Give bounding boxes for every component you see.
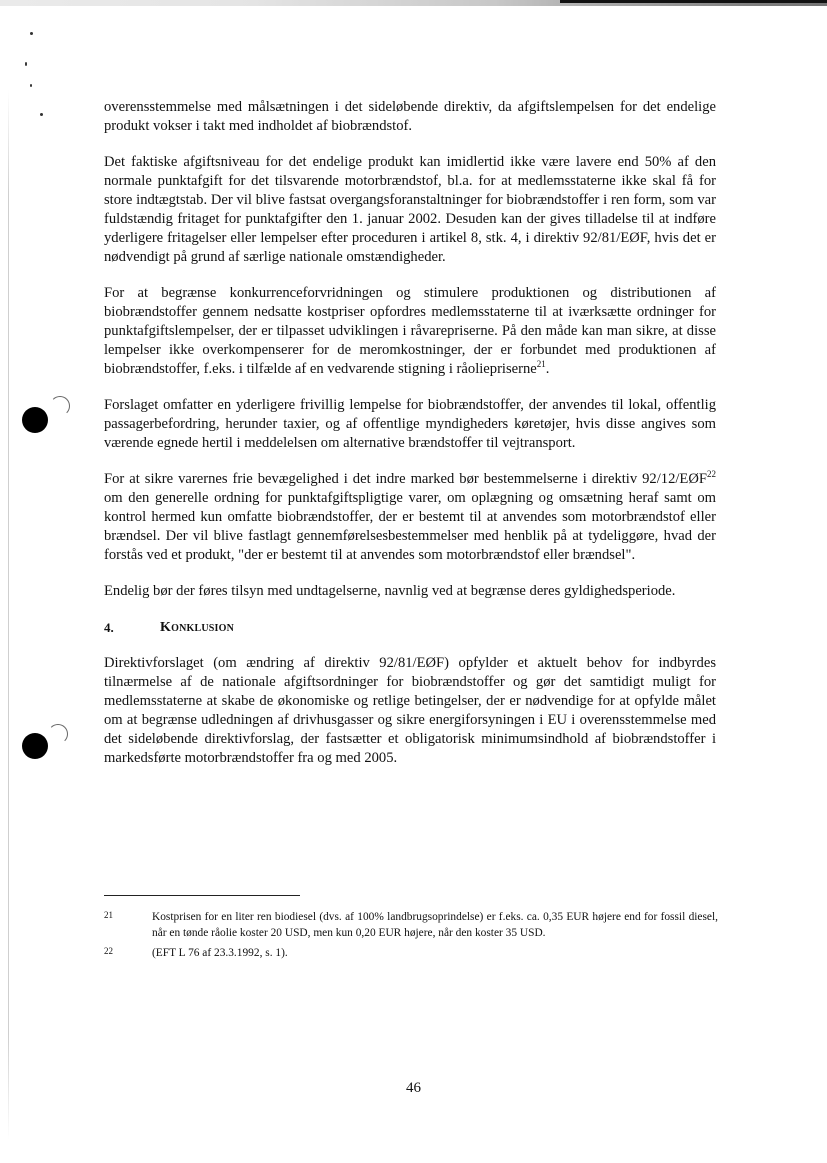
footnote-22: [104, 945, 718, 961]
paragraph-1: overensstemmelse med målsætningen i det sideløbende direktiv, da afgiftslempelsen for det endelige produkt vokser i takt med indholdet af biobrændstof.: [104, 99, 716, 134]
scan-speck: [40, 113, 43, 116]
conclusion-paragraph: Direktivforslaget (om ændring af direktiv 92/81/EØF) opfylder et aktuelt behov for indbyrdes tilnærmelse af de nationale afgiftsordninger for biobrændstoffer og gør det samtidigt muligt for medlemsstaterne at skabe de økonomiske og retlige betingelser, der er nødvendige for at opfylde målet om at begrænse udledningen af drivhusgasser og sikre energiforsyningen i EU i overensstemmelse med det sideløbende direktivforslag, der fastsætter et obligatorisk minimumsindhold af biobrændstoffer i markedsførte motorbrændstoffer fra og med 2005.: [104, 655, 716, 766]
footnote-number: 22: [104, 946, 113, 956]
section-title: Konklusion: [160, 620, 235, 635]
scan-margin-line: [8, 90, 9, 1140]
scan-speck: [30, 84, 32, 87]
footnote-reference: 21: [536, 359, 546, 370]
footnote-text: Kostprisen for en liter ren biodiesel (dvs. af 100% landbrugsoprindelse) er f.eks. ca. 0,35 EUR højere end for fossil diesel, når en tønde råolie koster 20 USD, men kun 0,20 EUR højere, når den koster 35 USD.: [152, 911, 718, 939]
punch-hole-lower: [22, 733, 48, 759]
document-body: [104, 98, 716, 785]
paragraph-4: Forslaget omfatter en yderligere frivillig lempelse for biobrændstoffer, der anvendes til lokal, offentlig passagerbefordring, herunder taxier, og af offentlige myndigheders køretøjer, hvis disse angives som værende egnede hertil i meddelelsen om alternative brændstoffer til vejtransport.: [104, 397, 716, 451]
paragraph-3: For at begrænse konkurrenceforvridningen og stimulere produktionen og distributionen af biobrændstoffer gennem nedsatte kostpriser opfordres medlemsstaterne til at iværksætte ordninger for punktafgiftslempelser, der er tilpasset udviklingen i råvarepriserne. På den måde kan man sikre, at disse lempelser ikke overkompenserer for de meromkostninger, der er forbundet med produktionen af biobrændstoffer, f.eks. i tilfælde af en vedvarende stigning i råoliepriserne$^{21}$.: [104, 285, 716, 377]
scan-speck: [30, 32, 33, 35]
paragraph-5: For at sikre varernes frie bevægelighed i det indre marked bør bestemmelserne i direktiv 92/12/EØF$^{22}$ om den generelle ordning for punktafgiftspligtige varer, om oplægning og omsætning heraf samt om kontrol hermed kun omfatte biobrændstoffer, der er bestemt til at anvendes som motorbrændstof eller brændsel. Der vil blive fastlagt gennemførelsesbestemmelser med henblik på at tydeliggøre, hvad der forstås ved et produkt, "der er bestemt til at anvendes som motorbrændstof eller brændsel".: [104, 469, 716, 563]
footnote-text: (EFT L 76 af 23.3.1992, s. 1).: [152, 947, 288, 959]
paragraph-6: Endelig bør der føres tilsyn med undtagelserne, navnlig ved at begrænse deres gyldighedsperiode.: [104, 583, 676, 599]
scan-edge-bar: [560, 0, 827, 3]
footnotes: [104, 909, 718, 965]
punch-hole-mark: [50, 396, 70, 416]
scan-speck: [25, 62, 27, 66]
punch-hole-upper: [22, 407, 48, 433]
footnote-21: [104, 909, 718, 941]
footnote-number: 21: [104, 910, 113, 920]
punch-hole-mark: [48, 724, 68, 744]
section-heading: [104, 618, 716, 637]
paragraph-2: Det faktiske afgiftsniveau for det endelige produkt kan imidlertid ikke være lavere end 50% af den normale punktafgift for det tilsvarende motorbrændstof, bl.a. for at medlemsstaterne ikke skal få for store indtægtstab. Der vil blive fastsat overgangsforanstaltninger for biobrændstoffer i ren form, som var fuldstændig fritaget for punktafgifter den 1. januar 2002. Desuden kan der gives tilladelse til at indføre yderligere fritagelser eller lempelser efter proceduren i artikel 8, stk. 4, i direktiv 92/81/EØF, hvis det er nødvendigt på grund af særlige nationale omstændigheder.: [104, 154, 716, 265]
section-number: 4.: [104, 620, 114, 635]
footnote-reference: 22: [707, 469, 716, 480]
footnote-separator: [104, 895, 300, 896]
page-number: 46: [406, 1080, 421, 1096]
